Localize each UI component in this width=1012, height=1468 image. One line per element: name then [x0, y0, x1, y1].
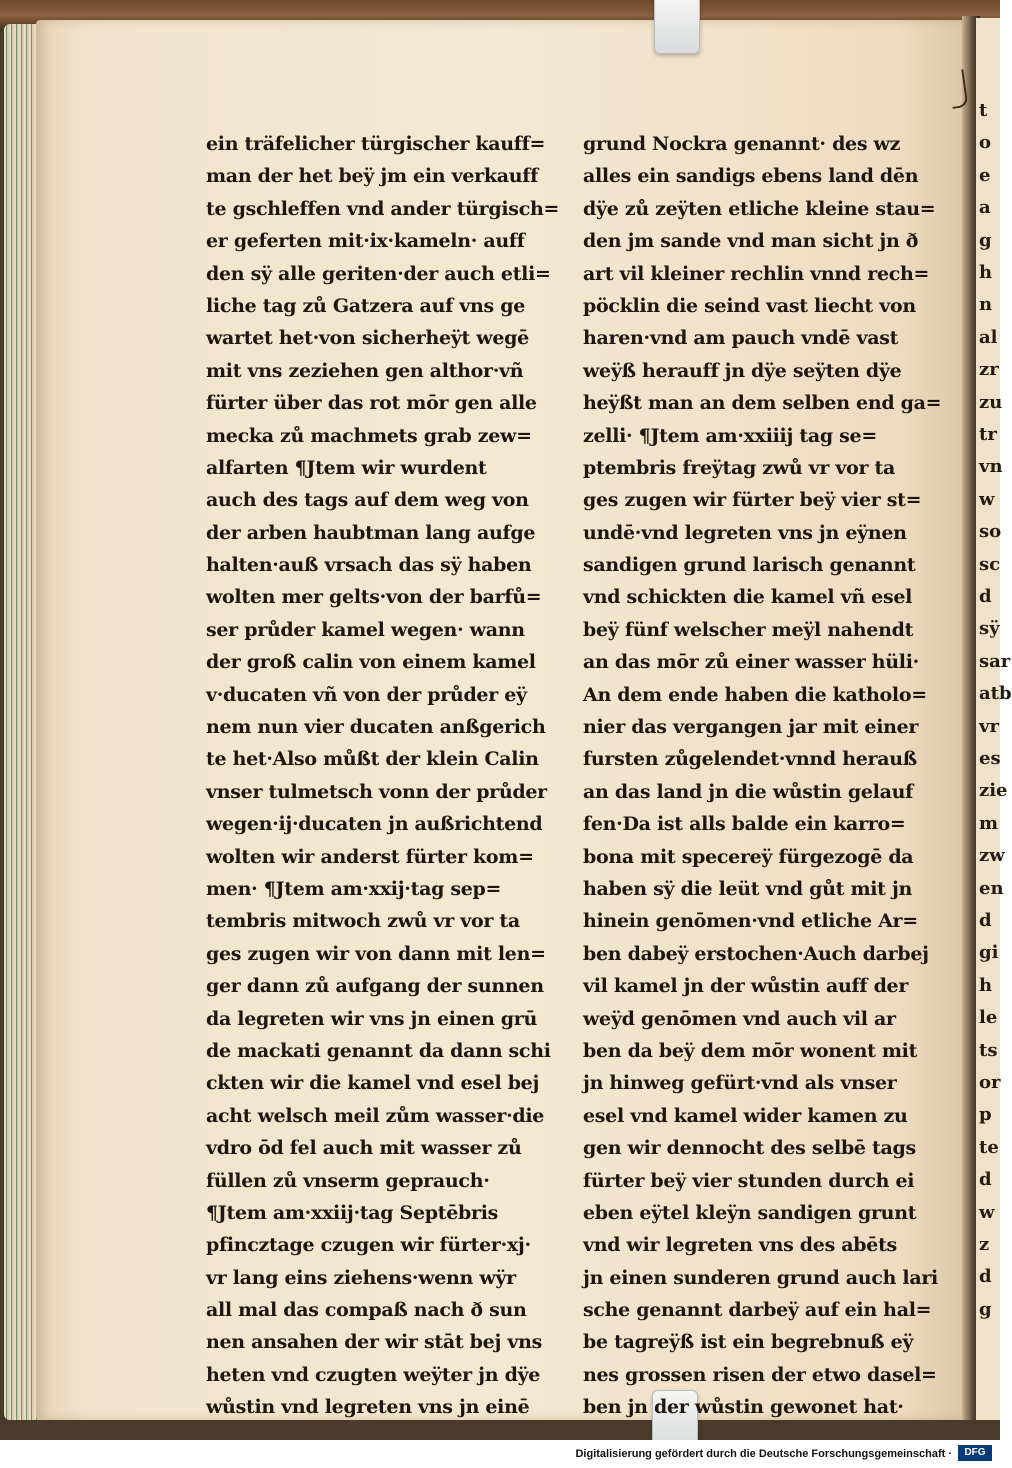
next-page-fragment: or [979, 1072, 1001, 1093]
text-line: ges zugen wir von dann mit len= [206, 942, 546, 965]
next-page-fragment: d [979, 910, 992, 931]
text-line: pöcklin die seind vast liecht von [583, 294, 916, 317]
dfg-logo: DFG [958, 1445, 992, 1461]
text-line: liche tag zů Gatzera auf vns ge [206, 294, 526, 317]
next-page-fragment: sÿ [979, 618, 1000, 640]
next-page-fragment: h [979, 974, 993, 996]
text-line: nier das vergangen jar mit einer [583, 716, 919, 739]
text-line: ser průder kamel wegen· wann [206, 618, 525, 641]
text-line: sche genannt darbeÿ auf ein hal= [583, 1299, 932, 1322]
text-line: te het·Also můßt der klein Calin [206, 748, 539, 771]
text-line: tembris mitwoch zwů vr vor ta [206, 910, 520, 933]
text-line: fen·Da ist alls balde ein karro= [583, 813, 906, 836]
text-line: halten·auß vrsach das sÿ haben [206, 554, 532, 577]
next-page-fragment: p [979, 1104, 992, 1126]
text-line: pfincztage czugen wir fürter·xj· [206, 1234, 531, 1257]
text-column-left [206, 128, 560, 1424]
text-line: ptembris freÿtag zwů vr vor ta [583, 456, 896, 479]
text-line: ges zugen wir fürter beÿ vier st= [583, 489, 922, 512]
text-line: den jm sande vnd man sicht jn ð [583, 230, 919, 253]
next-page-fragment: ts [979, 1039, 998, 1061]
next-page-fragment: so [979, 521, 1002, 543]
text-line: auch des tags auf dem weg von [206, 489, 529, 512]
text-line: vnser tulmetsch vonn der průder [206, 780, 547, 803]
text-line: vil kamel jn der wůstin auff der [583, 975, 909, 998]
next-page-fragment: d [979, 1266, 992, 1288]
next-page-fragment: t [979, 100, 988, 121]
next-page-fragment: le [979, 1007, 998, 1029]
next-page-fragment: es [979, 748, 1001, 769]
text-line: art vil kleiner rechlin vnnd rech= [583, 262, 930, 285]
text-line: An dem ende haben die katholo= [583, 683, 927, 706]
text-line: grund Nockra genannt· des wz [583, 133, 901, 155]
text-line: ckten wir die kamel vnd esel bej [206, 1072, 540, 1095]
text-line: der arben haubtman lang aufge [206, 521, 536, 544]
text-line: jn hinweg gefürt·vnd als vnser [583, 1072, 897, 1095]
next-page-fragment: te [979, 1136, 999, 1158]
text-line: vdro ōd fel auch mit wasser zů [206, 1137, 522, 1160]
text-line: haren·vnd am pauch vndē vast [583, 327, 899, 350]
text-line: der groß calin von einem kamel [206, 651, 536, 674]
next-page-fragment: zw [979, 845, 1005, 867]
text-line: er geferten mit·ix·kameln· auff [206, 230, 525, 253]
text-line: v·ducaten vñ von der průder eÿ [206, 683, 527, 706]
next-page-fragment: d [979, 1169, 992, 1191]
text-line: nen ansahen der wir stāt bej vns [206, 1331, 542, 1354]
next-page-fragment: w [979, 1201, 995, 1223]
next-page-fragment: g [979, 1298, 992, 1320]
text-line: an das land jn die wůstin gelauf [583, 780, 913, 803]
funding-credit: Digitalisierung gefördert durch die Deutsche Forschungsgemeinschaft · [575, 1448, 952, 1460]
next-page-fragment: h [979, 262, 993, 283]
text-line: ¶Jtem am·xxiij·tag Septēbris [206, 1201, 499, 1224]
text-line: zelli· ¶Jtem am·xxiiij tag se= [583, 424, 877, 447]
text-line: wůstin vnd legreten vns jn einē [206, 1396, 530, 1419]
next-page-fragment: gi [979, 942, 999, 964]
text-line: te gschleffen vnd ander türgisch= [206, 197, 560, 220]
next-page-fragment: al [979, 326, 998, 348]
text-column-right [583, 128, 943, 1424]
text-line: füllen zů vnserm geprauch· [206, 1169, 490, 1192]
footer-bar [0, 1440, 1000, 1468]
text-line: den sÿ alle geriten·der auch etli= [206, 262, 551, 285]
next-page-edge [976, 18, 1012, 1420]
next-page-fragment: zie [979, 780, 1008, 802]
text-line: eben eÿtel kleÿn sandigen grunt [583, 1201, 917, 1224]
text-line: jn einen sunderen grund auch lari [583, 1266, 938, 1289]
text-line: man der het beÿ jm ein verkauff [206, 165, 538, 188]
text-line: fürter beÿ vier stunden durch ei [583, 1169, 915, 1192]
text-line: da legreten wir vns jn einen grū [206, 1007, 538, 1030]
text-line: vnd wir legreten vns des abēts [583, 1234, 897, 1257]
next-page-fragment: en [979, 877, 1004, 899]
next-page-fragment: n [979, 294, 993, 316]
text-line: wolten wir anderst fürter kom= [206, 845, 534, 868]
text-line: nes grossen risen der etwo dasel= [583, 1363, 937, 1386]
next-page-fragment: tr [979, 424, 997, 445]
next-page-fragment: vn [979, 456, 1003, 478]
text-line: esel vnd kamel wider kamen zu [583, 1104, 908, 1127]
next-page-fragment: vr [979, 715, 999, 737]
next-page-fragment: e [979, 164, 991, 186]
next-page-fragment: g [979, 229, 992, 251]
text-line: wegen·ij·ducaten jn außrichtend [206, 813, 543, 836]
text-line: vr lang eins ziehens·wenn wÿr [206, 1266, 516, 1289]
text-line: heÿßt man an dem selben end ga= [583, 392, 942, 415]
text-line: ben dabeÿ erstochen·Auch darbej [583, 942, 929, 965]
text-line: an das mōr zů einer wasser hüli· [583, 651, 919, 674]
text-line: heten vnd czugten weÿter jn dÿe [206, 1363, 541, 1386]
text-line: gen wir dennocht des selbē tags [583, 1137, 916, 1160]
next-page-fragment: zu [979, 391, 1003, 413]
text-line: all mal das compaß nach ð sun [206, 1299, 527, 1322]
text-line: bona mit specereÿ fürgezogē da [583, 845, 914, 868]
next-page-fragment: a [979, 197, 991, 219]
text-line: undē·vnd legreten vns jn eÿnen [583, 521, 907, 544]
next-page-fragment: d [979, 586, 992, 607]
next-page-fragment: z [979, 1234, 990, 1255]
text-line: dÿe zů zeÿten etliche kleine stau= [583, 197, 936, 220]
text-line: sandigen grund larisch genannt [583, 554, 916, 577]
text-line: wartet het·von sicherheÿt wegē [206, 327, 529, 350]
text-line: vnd schickten die kamel vñ esel [583, 586, 913, 609]
next-page-fragment: sc [979, 553, 1001, 575]
text-line: ger dann zů aufgang der sunnen [206, 975, 544, 998]
next-page-fragment: m [979, 812, 999, 834]
text-line: haben sÿ die leüt vnd gůt mit jn [583, 877, 913, 900]
text-line: fürter über das rot mōr gen alle [206, 392, 537, 415]
next-page-fragment: o [979, 132, 992, 154]
text-line: hinein genōmen·vnd etliche Ar= [583, 910, 918, 933]
text-line: beÿ fünf welscher meÿl nahendt [583, 618, 914, 641]
next-page-fragment: zr [979, 359, 999, 381]
text-line: men· ¶Jtem am·xxij·tag sep= [206, 877, 502, 900]
page-clip-top [654, 0, 700, 54]
text-line: fursten zůgelendet·vnnd herauß [583, 748, 917, 771]
text-line: ben da beÿ dem mōr wonent mit [583, 1039, 918, 1062]
text-line: nem nun vier ducaten anßgerich [206, 716, 546, 739]
text-line: weÿd genōmen vnd auch vil ar [583, 1007, 896, 1030]
text-line: acht welsch meil zům wasser·die [206, 1104, 545, 1127]
text-line: weÿß herauff jn dÿe seÿten dÿe [583, 359, 902, 382]
next-page-fragment: w [979, 488, 995, 510]
text-line: alles ein sandigs ebens land dēn [583, 165, 919, 188]
text-line: alfarten ¶Jtem wir wurdent [206, 456, 487, 479]
text-line: wolten mer gelts·von der barfů= [206, 586, 542, 609]
text-line: ben jn der wůstin gewonet hat· [583, 1396, 904, 1419]
next-page-fragment: sar [979, 650, 1011, 672]
text-line: ein träfelicher türgischer kauff= [206, 133, 546, 155]
next-page-fragment: atb [979, 683, 1012, 705]
text-line: mecka zů machmets grab zew= [206, 424, 532, 447]
text-line: de mackati genannt da dann schi [206, 1039, 551, 1062]
text-line: be tagreÿß ist ein begrebnuß eÿ [583, 1331, 914, 1354]
text-line: mit vns zeziehen gen althor·vñ [206, 359, 524, 382]
